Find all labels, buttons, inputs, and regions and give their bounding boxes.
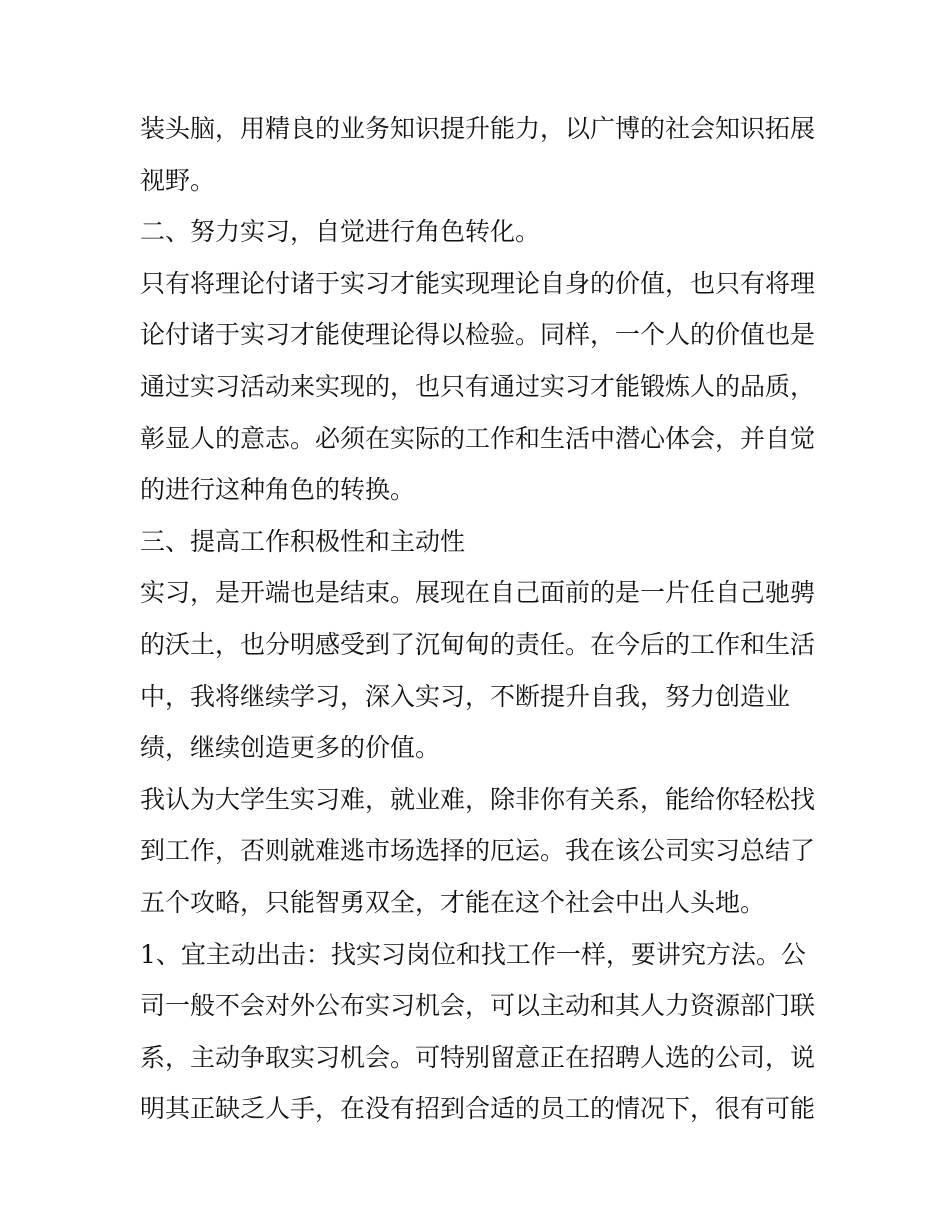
text-line: 视野。 (140, 165, 216, 195)
text-line: 中，我将继续学习，深入实习，不断提升自我，努力创造业 (140, 681, 791, 711)
text-line: 彰显人的意志。必须在实际的工作和生活中潜心体会，并自觉 (140, 423, 816, 453)
text-line: 系，主动争取实习机会。可特别留意正在招聘人选的公司，说 (140, 1042, 816, 1072)
text-line: 的沃土，也分明感受到了沉甸甸的责任。在今后的工作和生活 (140, 629, 816, 659)
section-heading-2: 二、努力实习，自觉进行角色转化。 (140, 217, 541, 247)
text-line: 司一般不会对外公布实习机会，可以主动和其人力资源部门联 (140, 991, 816, 1021)
text-line: 实习，是开端也是结束。展现在自己面前的是一片任自己驰骋 (140, 578, 816, 608)
text-line: 通过实习活动来实现的，也只有通过实习才能锻炼人的品质， (140, 371, 816, 401)
body-text (140, 103, 820, 1135)
text-line: 五个攻略，只能智勇双全，才能在这个社会中出人头地。 (140, 887, 766, 917)
text-line: 我认为大学生实习难，就业难，除非你有关系，能给你轻松找 (140, 784, 816, 814)
text-line: 装头脑，用精良的业务知识提升能力，以广博的社会知识拓展 (140, 114, 816, 143)
text-line: 明其正缺乏人手，在没有招到合适的员工的情况下，很有可能 (140, 1094, 816, 1124)
text-line: 只有将理论付诸于实习才能实现理论自身的价值，也只有将理 (140, 268, 816, 298)
section-heading-3: 三、提高工作积极性和主动性 (140, 526, 466, 556)
text-line: 论付诸于实习才能使理论得以检验。同样，一个人的价值也是 (140, 320, 816, 350)
text-line: 的进行这种角色的转换。 (140, 475, 416, 505)
text-line: 绩，继续创造更多的价值。 (140, 733, 441, 763)
text-line: 到工作，否则就难逃市场选择的厄运。我在该公司实习总结了 (140, 836, 816, 866)
list-item-1: 1、宜主动出击：找实习岗位和找工作一样，要讲究方法。公 (140, 939, 806, 969)
